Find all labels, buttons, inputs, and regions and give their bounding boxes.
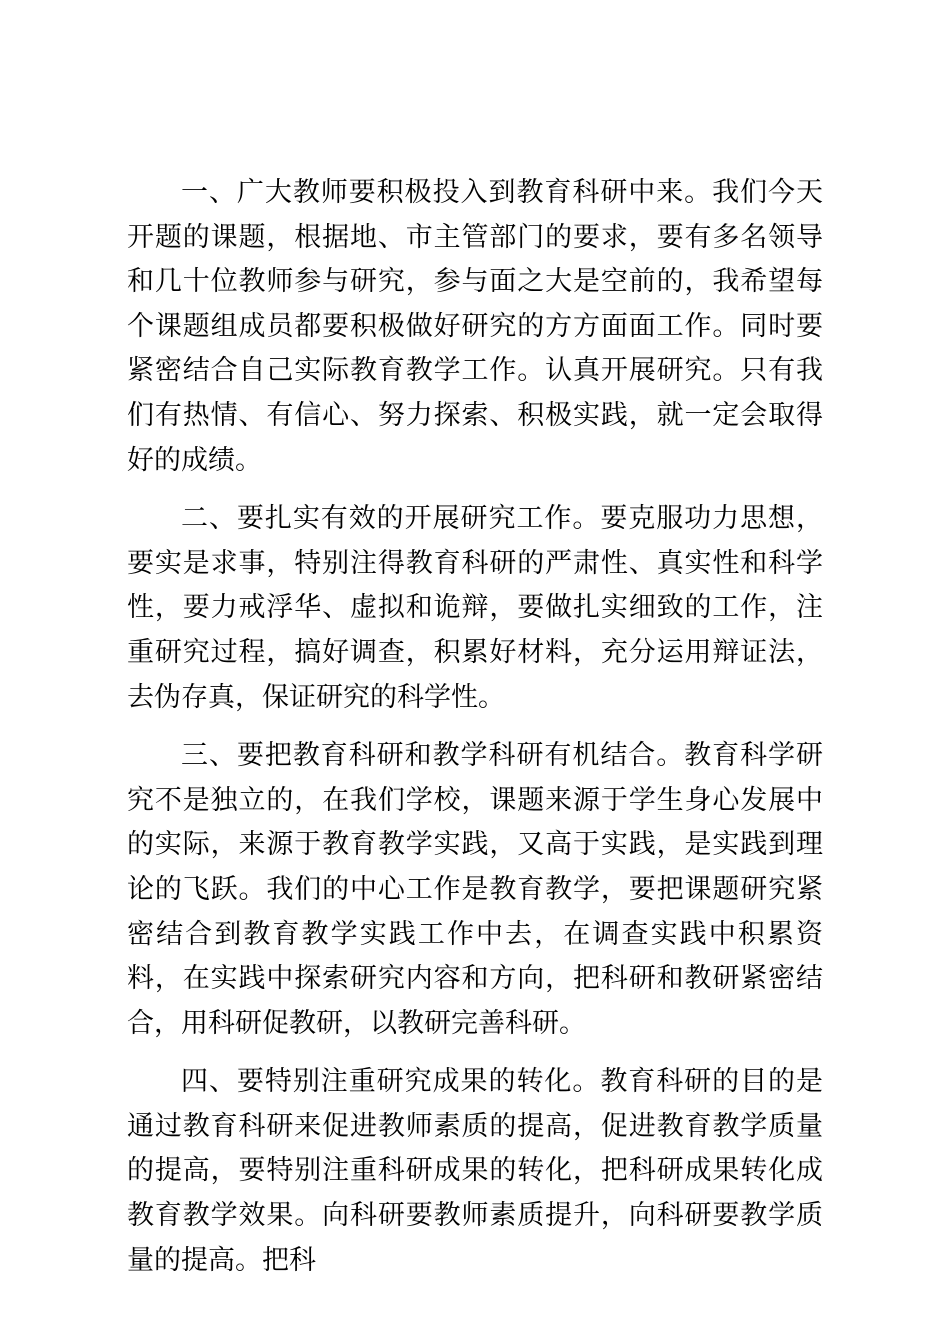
paragraph-2: 二、要扎实有效的开展研究工作。要克服功力思想，要实是求事，特别注得教育科研的严肃性、真实性和科学性，要力戒浮华、虚拟和诡辩，要做扎实细致的工作，注重研究过程，搞好调查，积累好材料，充分运用辩证法，去伪存真，保证研究的科学性。	[127, 503, 823, 713]
paragraph-1: 一、广大教师要积极投入到教育科研中来。我们今天开题的课题，根据地、市主管部门的要求，要有多名领导和几十位教师参与研究，参与面之大是空前的，我希望每个课题组成员都要积极做好研究的方方面面工作。同时要紧密结合自己实际教育教学工作。认真开展研究。只有我们有热情、有信心、努力探索、积极实践，就一定会取得好的成绩。	[127, 177, 823, 476]
document-body	[127, 171, 823, 1297]
paragraph-3: 三、要把教育科研和教学科研有机结合。教育科学研究不是独立的，在我们学校，课题来源于学生身心发展中的实际，来源于教育教学实践，又高于实践，是实践到理论的飞跃。我们的中心工作是教育教学，要把课题研究紧密结合到教育教学实践工作中去，在调查实践中积累资料，在实践中探索研究内容和方向，把科研和教研紧密结合，用科研促教研，以教研完善科研。	[127, 740, 823, 1039]
paragraph-4: 四、要特别注重研究成果的转化。教育科研的目的是通过教育科研来促进教师素质的提高，促进教育教学质量的提高，要特别注重科研成果的转化，把科研成果转化成教育教学效果。向科研要教师素质提升，向科研要教学质量的提高。把科	[127, 1066, 823, 1276]
